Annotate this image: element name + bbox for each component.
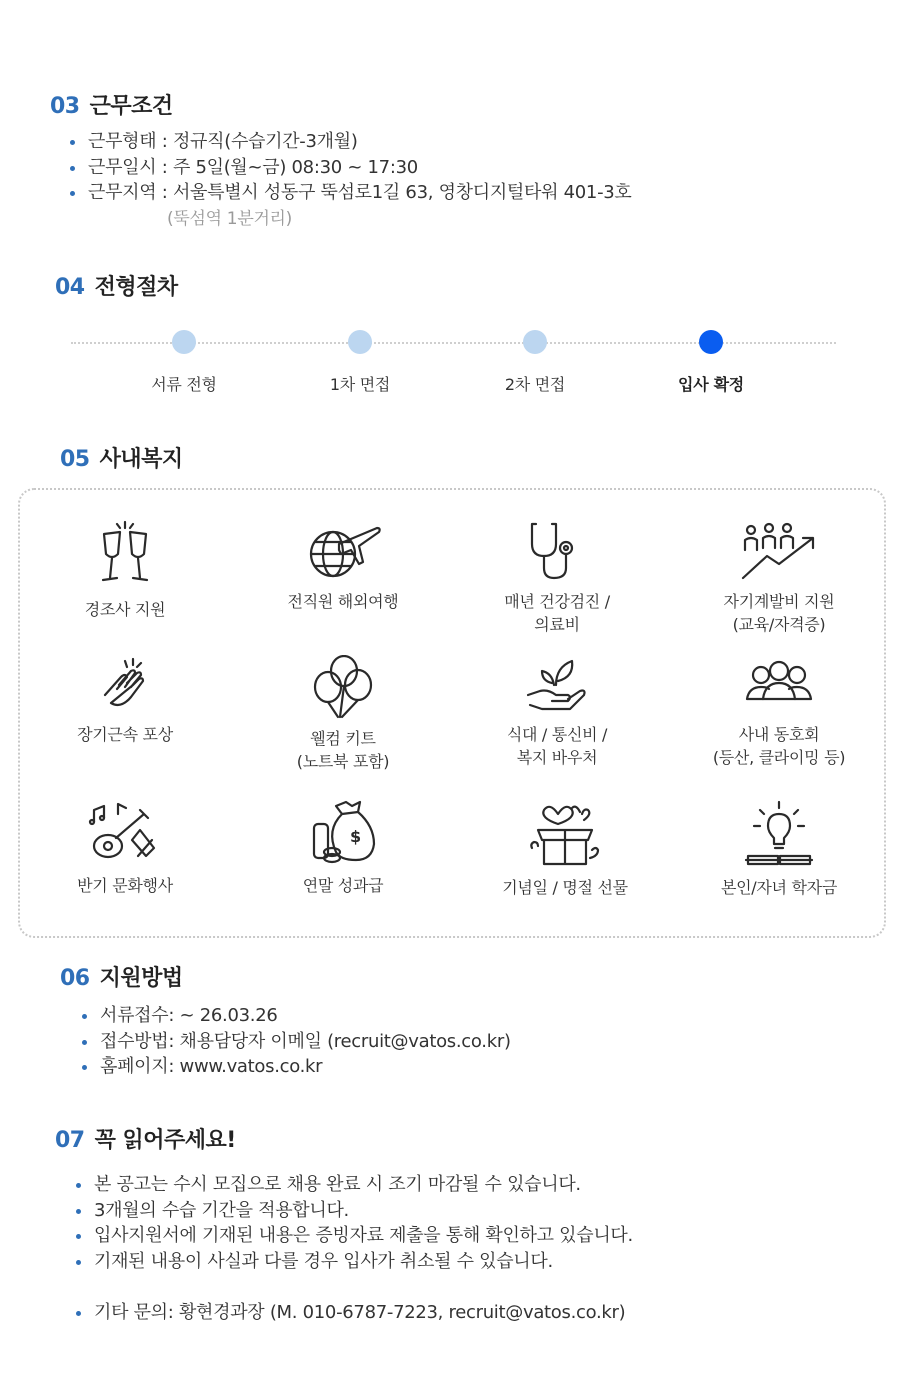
step-label-final: 입사 확정 [678,375,744,394]
step-label-second-interview: 2차 면접 [504,375,566,394]
benefit-item: 식대 / 통신비 / 복지 바우처 [457,655,657,769]
benefit-item [25,520,225,621]
benefit-item: 자기계발비 지원 (교육/자격증) [679,520,879,636]
benefit-label: 장기근속 포상 [77,725,173,744]
notice-list [74,1172,633,1274]
list-item: 서류접수: ~ 26.03.26 [80,1003,511,1029]
section-title-benefits [60,442,183,473]
benefit-label: 본인/자녀 학자금 [721,878,837,897]
step-dot-4-active [699,330,723,354]
balloons-icon [308,655,378,719]
list-item: 근무지역 : 서울특별시 성동구 뚝섬로1길 63, 영창디지털타워 401-3호 [68,180,632,206]
section-title-notice [55,1123,236,1154]
benefit-item: 웰컴 키트 (노트북 포함) [243,655,443,773]
step-label-document: 서류 전형 [151,375,217,394]
work-conditions-list [68,129,632,232]
step-dot-1 [172,330,196,354]
contact-info: 기타 문의: 황현경과장 (M. 010-6787-7223, recruit@vatos.co.kr) [74,1300,625,1326]
section-title-work-conditions [50,89,173,120]
benefit-item [243,800,443,897]
list-item: 근무일시 : 주 5일(월~금) 08:30 ~ 17:30 [68,155,632,181]
benefit-label: 반기 문화행사 [77,876,173,895]
benefit-label: 매년 건강검진 / [504,592,610,611]
svg-text:$: $ [350,827,362,846]
lightbulb-book-icon [742,800,816,868]
money-bag-coins-icon [306,800,380,866]
benefit-item [679,800,879,899]
step-dot-3 [523,330,547,354]
list-item: 접수방법: 채용담당자 이메일 (recruit@vatos.co.kr) [80,1029,511,1055]
benefit-label: 전직원 해외여행 [287,592,399,611]
people-growth-chart-icon [737,520,821,582]
section-number: 04 [55,275,85,300]
benefit-label: 기념일 / 명절 선물 [502,878,628,897]
benefit-item [465,800,665,899]
apply-info-list [80,1003,511,1080]
benefit-item [243,520,443,613]
benefit-item: 사내 동호회 (등산, 클라이밍 등) [679,655,879,769]
benefit-item: 매년 건강검진 / 의료비 [457,520,657,636]
list-item: 홈페이지: www.vatos.co.kr [80,1054,511,1080]
section-number: 05 [60,447,90,472]
benefit-label: 사내 동호회 [738,725,820,744]
benefit-label: 경조사 지원 [84,600,166,619]
section-title-text: 사내복지 [99,447,183,472]
group-people-icon [741,655,817,715]
list-item: 본 공고는 수시 모집으로 채용 완료 시 조기 마감될 수 있습니다. [74,1172,633,1198]
benefit-item [25,800,225,897]
section-title-hiring-process [55,270,178,301]
section-title-text: 근무조건 [89,94,173,119]
section-number: 03 [50,94,80,119]
step-label-first-interview: 1차 면접 [329,375,391,394]
section-number: 07 [55,1128,85,1153]
list-item: 기재된 내용이 사실과 다를 경우 입사가 취소될 수 있습니다. [74,1249,633,1275]
list-item: 3개월의 수습 기간을 적용합니다. [74,1198,633,1224]
champagne-toast-icon [90,520,160,590]
benefit-label: 자기계발비 지원 [723,592,835,611]
list-item: 입사지원서에 기재된 내용은 증빙자료 제출을 통해 확인하고 있습니다. [74,1223,633,1249]
list-item: 근무형태 : 정규직(수습기간-3개월) [68,129,632,155]
location-note: (뚝섬역 1분거리) [167,208,293,229]
clapping-hands-icon [95,655,155,715]
benefit-label: 연말 성과급 [302,876,384,895]
section-title-text: 전형절차 [94,275,178,300]
section-title-text: 지원방법 [99,966,183,991]
section-number: 06 [60,966,90,991]
benefit-label: 식대 / 통신비 / [506,725,608,744]
hand-sprout-icon [522,655,592,715]
guitar-music-icon [88,800,162,866]
step-dot-2 [348,330,372,354]
section-title-how-to-apply [60,961,183,992]
section-title-text: 꼭 읽어주세요! [94,1128,236,1153]
stethoscope-icon [522,520,592,582]
contact-list [74,1300,625,1326]
benefit-label: 웰컴 키트 [310,729,376,748]
globe-airplane-icon [303,520,383,582]
gift-box-hearts-icon [528,800,602,868]
benefit-item [25,655,225,746]
